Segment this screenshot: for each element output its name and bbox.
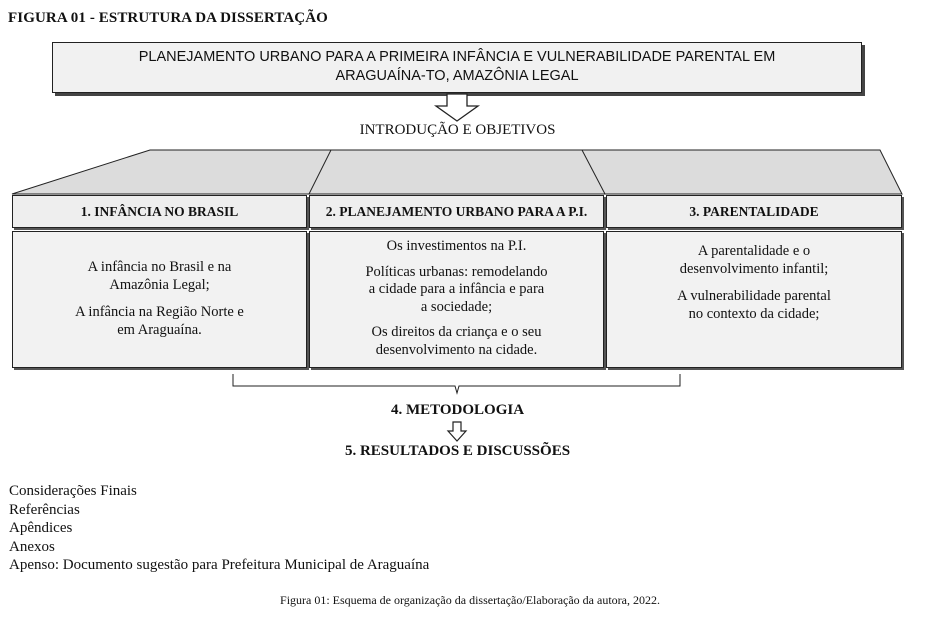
column-header-3-label: 3. PARENTALIDADE — [689, 203, 819, 219]
text-line: em Araguaína. — [117, 321, 202, 338]
text-line: A parentalidade e o — [697, 243, 811, 259]
text-line: a cidade para a infância e para — [368, 281, 545, 297]
column-header-1 — [12, 195, 307, 228]
down-arrow-icon — [436, 94, 478, 121]
column-body-3 — [606, 231, 902, 368]
column-2-item — [310, 264, 603, 317]
figure-label: FIGURA 01 - ESTRUTURA DA DISSERTAÇÃO — [8, 10, 328, 26]
text-line: A vulnerabilidade parental — [677, 288, 831, 304]
column-body-2 — [309, 231, 604, 368]
column-1-item — [13, 304, 306, 339]
text-line: desenvolvimento na cidade. — [375, 341, 538, 358]
closing-sections-list — [9, 482, 429, 575]
column-3-item — [607, 243, 901, 278]
methodology-label: 4. METODOLOGIA — [390, 402, 525, 418]
column-3-item — [607, 288, 901, 323]
column-2-item — [310, 238, 603, 256]
results-label: 5. RESULTADOS E DISCUSSÕES — [344, 443, 571, 459]
text-line: desenvolvimento infantil; — [679, 260, 829, 277]
list-item: Referências — [9, 501, 80, 518]
brace — [233, 374, 680, 393]
list-item: Apenso: Documento sugestão para Prefeitura Municipal de Araguaína — [9, 557, 430, 574]
column-header-2-label: 2. PLANEJAMENTO URBANO PARA A P.I. — [325, 203, 588, 219]
column-body-1 — [12, 231, 307, 368]
text-line: Os direitos da criança e o seu — [371, 324, 542, 340]
column-2-item — [310, 324, 603, 359]
list-item: Considerações Finais — [9, 483, 137, 499]
column-header-1-label: 1. INFÂNCIA NO BRASIL — [80, 203, 239, 219]
figure-caption: Figura 01: Esquema de organização da dissertação/Elaboração da autora, 2022. — [280, 593, 660, 607]
title-line-1: PLANEJAMENTO URBANO PARA A PRIMEIRA INFÂNCIA E VULNERABILIDADE PARENTAL EM — [138, 49, 776, 65]
text-line: A infância no Brasil e na — [87, 259, 232, 275]
text-line: Amazônia Legal; — [109, 276, 210, 293]
title-line-2: ARAGUAÍNA-TO, AMAZÔNIA LEGAL — [335, 68, 579, 84]
roof-trapezoid — [12, 150, 902, 194]
column-1-item — [13, 259, 306, 294]
small-down-arrow-icon — [448, 422, 466, 441]
text-line: A infância na Região Norte e — [75, 304, 244, 320]
column-header-3 — [606, 195, 902, 228]
intro-label: INTRODUÇÃO E OBJETIVOS — [359, 122, 556, 138]
text-line: Os investimentos na P.I. — [386, 238, 527, 254]
list-item: Apêndices — [9, 520, 73, 537]
text-line: a sociedade; — [420, 298, 493, 315]
column-header-2 — [309, 195, 604, 228]
text-line: Políticas urbanas: remodelando — [365, 263, 548, 280]
list-item: Anexos — [9, 538, 55, 555]
text-line: no contexto da cidade; — [688, 305, 820, 322]
